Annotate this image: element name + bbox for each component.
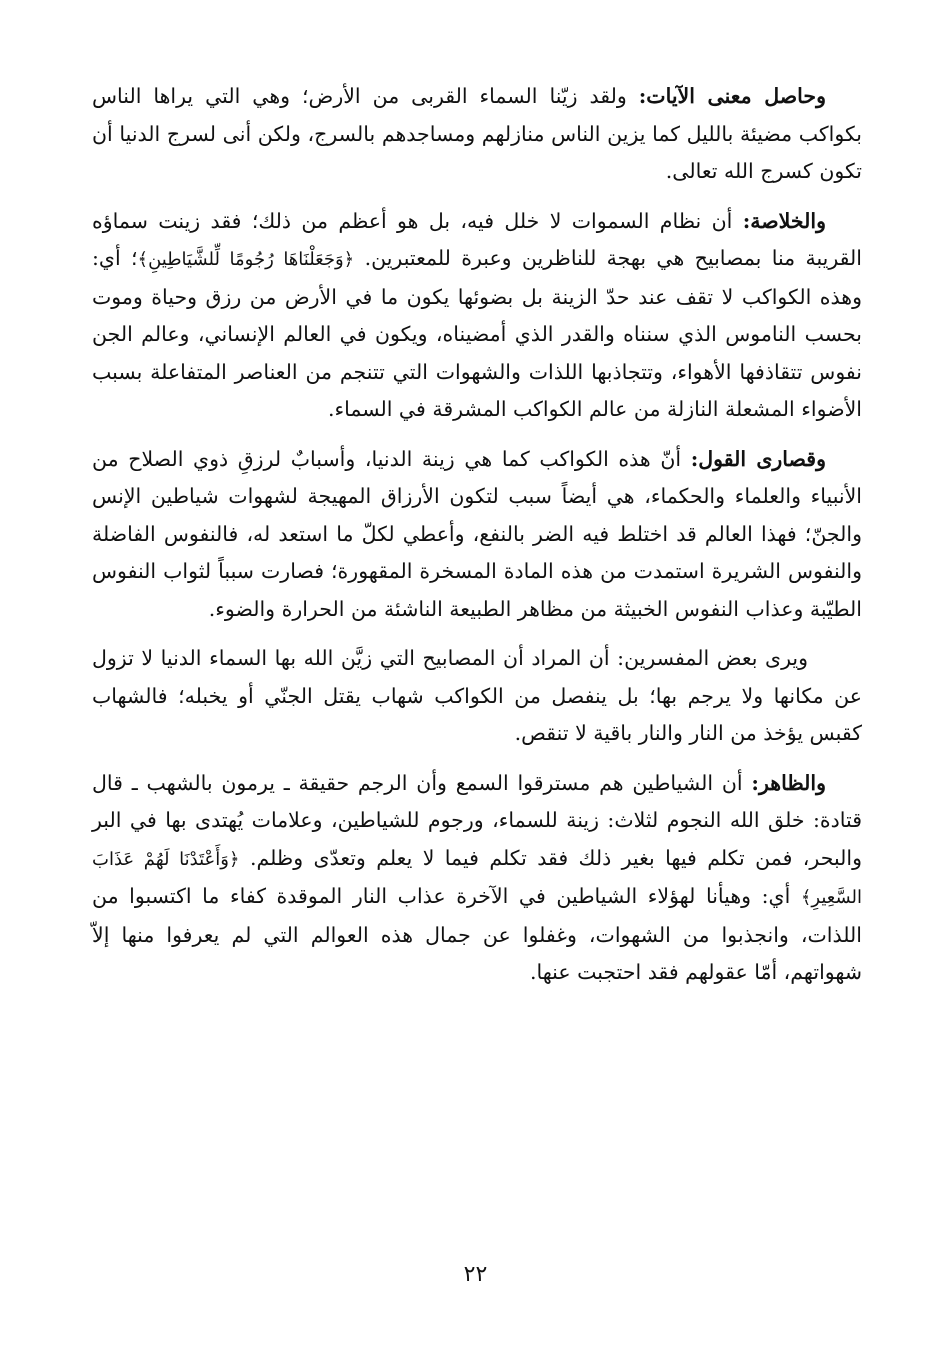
paragraph-text: أنّ هذه الكواكب كما هي زينة الدنيا، وأسبابٌ لرزقِ ذوي الصلاح من الأنبياء والعلماء والحكماء، هي أيضاً سبب لتكون الأرزاق المهيجة لشهوات شياطين الإنس والجنّ؛ فهذا العالم قد اختلط فيه الضر بالنفع، وأعطي لكلّ ما استعد له، فالنفوس الفاضلة والنفوس الشريرة استمدت من هذه المادة المسخرة المقهورة؛ فصارت سبباً لثواب النفوس الطيّبة وعذاب النفوس الخبيثة من مظاهر الطبيعة الناشئة من الحرارة والضوء.: [92, 446, 862, 621]
quran-verse: ﴿وَأَعْتَدْنَا لَهُمْ عَذَابَ السَّعِيرِ﴾: [92, 848, 862, 908]
paragraph-lead: والخلاصة:: [742, 208, 826, 233]
quran-verse: ﴿وَجَعَلْنَاهَا رُجُومًا لِّلشَّيَاطِينِ﴾: [137, 249, 355, 270]
paragraph-verses-meaning: [92, 78, 862, 191]
paragraph-text: أن نظام السموات لا خلل فيه، بل هو أعظم من ذلك؛ فقد زينت سماؤه القريبة منا بمصابيح هي بهجة للناظرين وعبرة للمعتبرين.: [92, 208, 862, 270]
page-body: [92, 78, 862, 1004]
paragraph-lead: وقصارى القول:: [690, 446, 826, 471]
paragraph-conclusion: [92, 441, 862, 629]
paragraph-summary: [92, 203, 862, 429]
paragraph-lead: وحاصل معنى الآيات:: [638, 84, 826, 108]
page-number: ٢٢: [463, 1262, 488, 1287]
paragraph-text: ولقد زيّنا السماء القربى من الأرض؛ وهي التي يراها الناس بكواكب مضيئة بالليل كما يزين الناس منازلهم ومساجدهم بالسرج، ولكن أنى لسرج الدنيا أن تكون كسرج الله تعالى.: [92, 84, 862, 183]
paragraph-text-continued: ؛ أي: وهذه الكواكب لا تقف عند حدّ الزينة بل بضوئها يكون ما في الأرض من رزق وحياة وموت بحسب الناموس الذي سنناه والقدر الذي أمضيناه، ويكون في العالم الإنساني، وعالم الجن نفوس تتقاذفها الأهواء، وتتجاذبها اللذات والشهوات التي تتنجم من العناصر المتفاعلة بسبب الأضواء المشعلة النازلة من عالم الكواكب المشرقة في السماء.: [92, 246, 862, 421]
paragraph-apparent: [92, 765, 862, 992]
paragraph-text: ويرى بعض المفسرين: أن المراد أن المصابيح التي زيَّن الله بها السماء الدنيا لا تزول عن مكانها ولا يرجم بها؛ بل ينفصل من الكواكب شهاب يقتل الجنّي أو يخبله؛ فالشهاب كقبس يؤخذ من النار والنار باقية لا تنقص.: [92, 646, 862, 745]
paragraph-lead: والظاهر:: [751, 770, 826, 795]
paragraph-commentators: [92, 640, 862, 753]
paragraph-text: أن الشياطين هم مسترقوا السمع وأن الرجم حقيقة ـ يرمون بالشهب ـ قال قتادة: خلق الله النجوم لثلاث: زينة للسماء، ورجوم للشياطين، وعلامات يُهتدى بها في البر والبحر، فمن تكلم فيها بغير ذلك فقد تكلم فيما لا يعلم وتعدّى وظلم.: [92, 770, 862, 870]
paragraph-text-continued: أي: وهيأنا لهؤلاء الشياطين في الآخرة عذاب النار الموقدة كفاء ما اكتسبوا من اللذات، وانجذبوا من الشهوات، وغفلوا عن جمال هذه العوالم التي لم يعرفوا منها إلاّ شهواتهم، أمّا عقولهم فقد احتجبت عنها.: [92, 884, 862, 984]
